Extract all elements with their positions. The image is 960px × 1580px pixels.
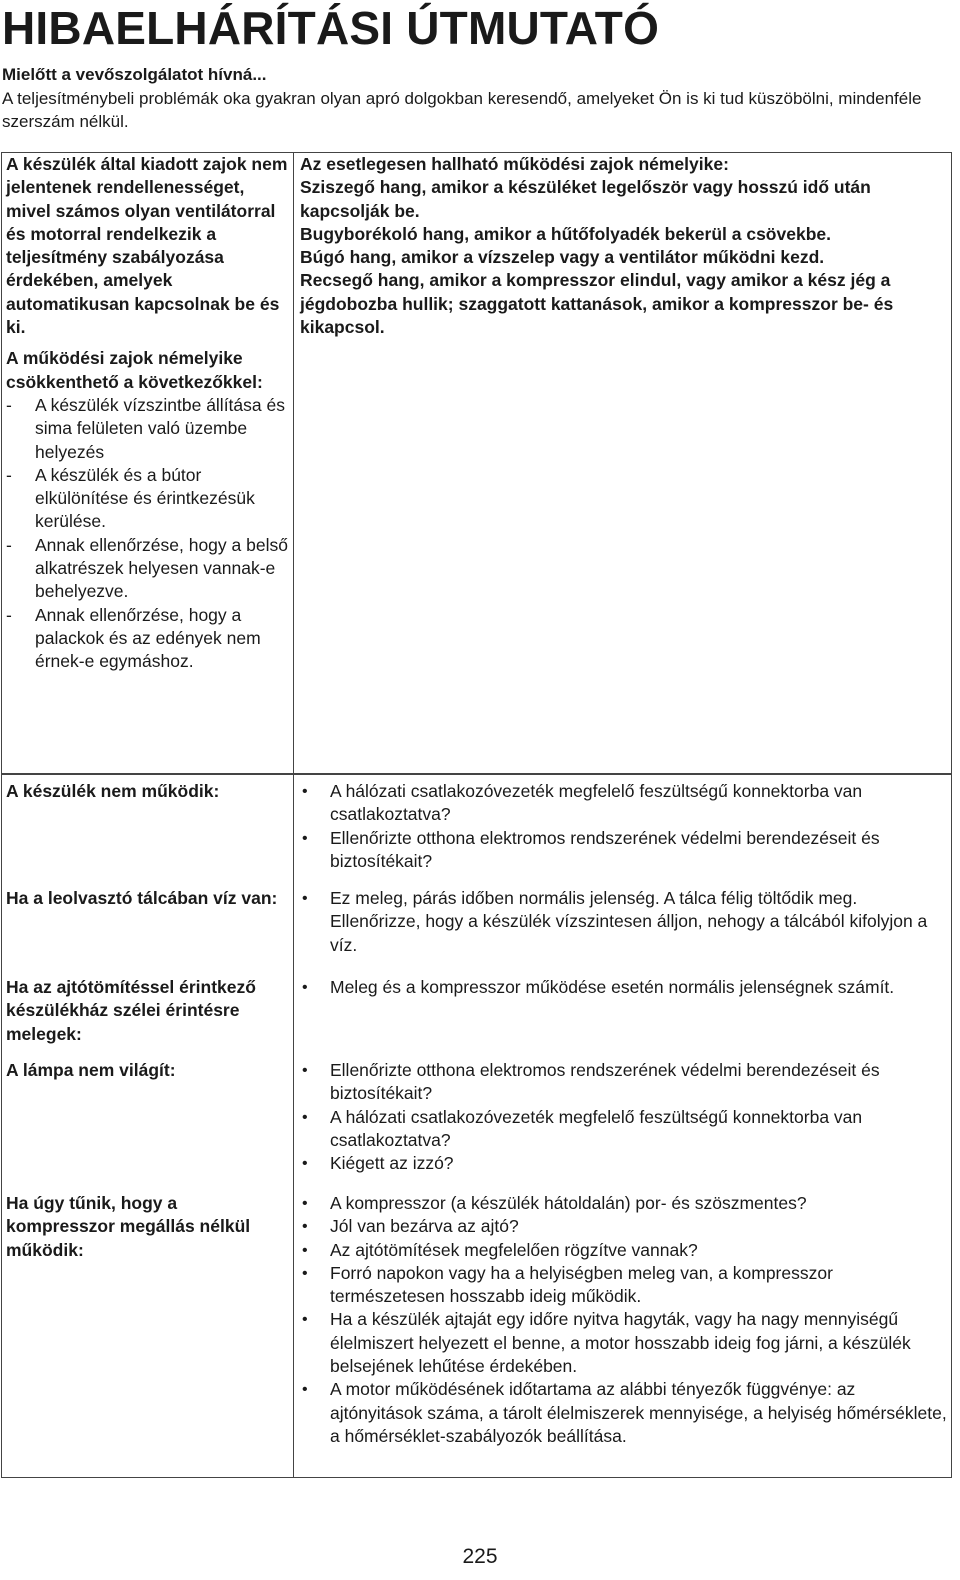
list-item: - A készülék vízszintbe állítása és sima felületen való üzembe helyezés	[6, 394, 285, 462]
troubleshooting-table	[1, 774, 952, 1478]
solution-list	[298, 887, 949, 957]
list-item: - Annak ellenőrzése, hogy a belső alkatrészek helyesen vannak-e behelyezve.	[6, 534, 288, 602]
list-item: • Jól van bezárva az ajtó?	[298, 1215, 949, 1238]
noise-line: Bugyborékoló hang, amikor a hűtőfolyadék bekerül a csövekbe.	[300, 223, 831, 244]
list-item: • Az ajtótömítések megfelelően rögzítve vannak?	[298, 1239, 949, 1262]
problem-label: A készülék nem működik:	[6, 781, 220, 801]
problem-label: Ha úgy tűnik, hogy a kompresszor megállás nélkül működik:	[6, 1193, 251, 1260]
solution-list	[298, 1192, 949, 1448]
noise-section	[1, 152, 952, 774]
list-item: • Forró napokon vagy ha a helyiségben meleg van, a kompresszor természetesen hosszabb ideig működik.	[298, 1262, 949, 1309]
problem-label: Ha a leolvasztó tálcában víz van:	[6, 888, 278, 908]
list-item: • Ez meleg, párás időben normális jelenség. A tálca félig töltődik meg. Ellenőrizze, hogy a készülék vízszintesen álljon, nehogy a tálcából kifolyjon a víz.	[298, 887, 949, 957]
noise-reduce-list	[6, 394, 289, 674]
page-number: 225	[462, 1545, 498, 1568]
problem-label: A lámpa nem világít:	[6, 1060, 176, 1080]
list-item: • Ellenőrizte otthona elektromos rendszerének védelmi berendezéseit és biztosítékait?	[298, 1059, 949, 1106]
solution-list	[298, 976, 949, 999]
solution-list	[298, 780, 949, 873]
noise-reduce-heading: A működési zajok némelyike csökkenthető a következőkkel:	[6, 348, 263, 392]
list-item: • Meleg és a kompresszor működése esetén normális jelenségnek számít.	[298, 976, 949, 999]
table-divider	[2, 775, 294, 1477]
noise-line: Sziszegő hang, amikor a készüléket legelőször vagy hosszú idő után kapcsolják be.	[300, 177, 871, 221]
intro	[2, 63, 952, 134]
list-item: • A kompresszor (a készülék hátoldalán) por- és szöszmentes?	[298, 1192, 949, 1215]
list-item: • Kiégett az izzó?	[298, 1152, 949, 1175]
list-item: • A motor működésének időtartama az alábbi tényezők függvénye: az ajtónyitások száma, a tárolt élelmiszerek mennyisége, a helyiség hőmérséklete, a hőmérséklet-szabályozók beállítása.	[298, 1378, 949, 1448]
intro-heading: Mielőtt a vevőszolgálatot hívná...	[2, 65, 267, 84]
list-item: • A hálózati csatlakozóvezeték megfelelő feszültségű konnektorba van csatlakoztatva?	[298, 780, 949, 827]
noise-explanation: A készülék által kiadott zajok nem jelentenek rendellenességet, mivel számos olyan ventilátorral és motorral rendelkezik a teljesítmény szabályozása érdekében, amelyek automatikusan kapcsolnak be és ki.	[6, 154, 288, 338]
noise-left-column	[2, 153, 294, 773]
noise-right-column	[294, 153, 951, 339]
list-item: • A hálózati csatlakozóvezeték megfelelő feszültségű konnektorba van csatlakoztatva?	[298, 1106, 949, 1153]
list-item: • Ellenőrizte otthona elektromos rendszerének védelmi berendezéseit és biztosítékait?	[298, 827, 949, 874]
solution-list	[298, 1059, 949, 1175]
list-item: - Annak ellenőrzése, hogy a palackok és az edények nem érnek-e egymáshoz.	[6, 604, 261, 672]
list-item: - A készülék és a bútor elkülönítése és érintkezésük kerülése.	[6, 464, 255, 532]
page-title: HIBAELHÁRÍTÁSI ÚTMUTATÓ	[2, 2, 660, 54]
list-item: • Ha a készülék ajtaját egy időre nyitva hagyták, vagy ha nagy mennyiségű élelmiszert helyezett el benne, a motor hosszabb ideig fog járni, a készülék belsejének lehűtése érdekében.	[298, 1308, 949, 1378]
problem-label: Ha az ajtótömítéssel érintkező készülékház szélei érintésre melegek:	[6, 977, 256, 1044]
noise-list-heading: Az esetlegesen hallható működési zajok némelyike:	[300, 154, 729, 174]
noise-line: Recsegő hang, amikor a kompresszor elindul, vagy amikor a kész jég a jégdobozba hullik; szaggatott kattanások, amikor a kompresszor be- és kikapcsol.	[300, 270, 894, 338]
noise-line: Búgó hang, amikor a vízszelep vagy a ventilátor működni kezd.	[300, 247, 825, 268]
intro-text: A teljesítménybeli problémák oka gyakran olyan apró dolgokban keresendő, amelyeket Ön is ki tud küszöbölni, mindenféle szerszám nélkül.	[2, 88, 922, 131]
